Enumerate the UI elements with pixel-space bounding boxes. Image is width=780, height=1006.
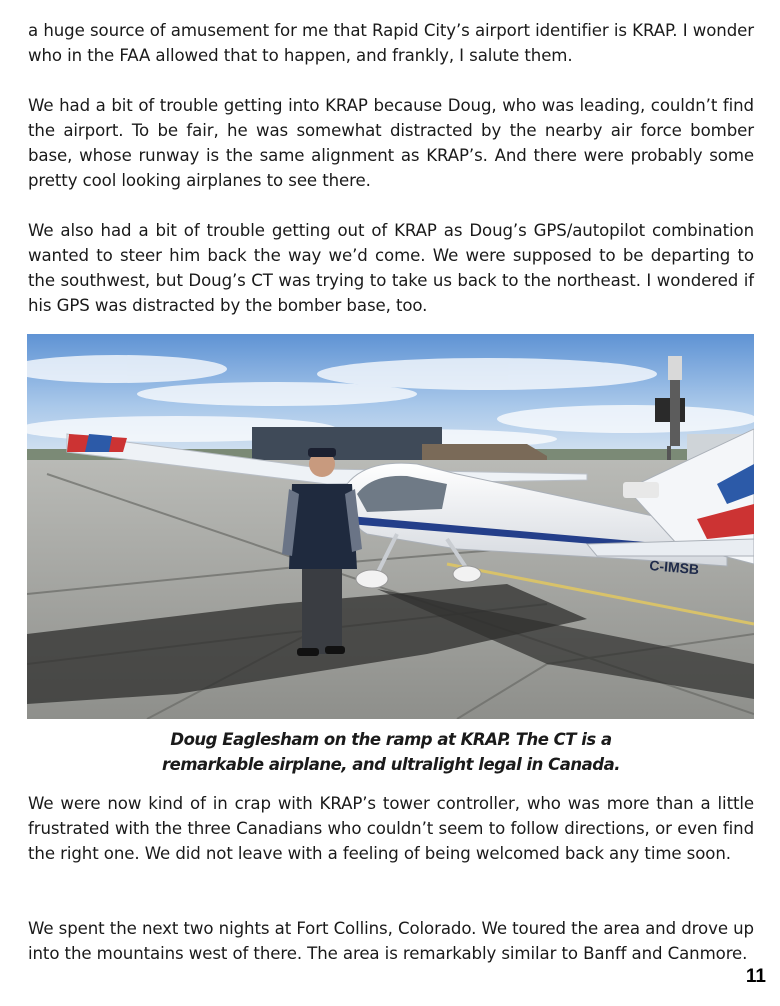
tall-sign — [668, 356, 682, 380]
paragraph-4: We were now kind of in crap with KRAP’s tower controller, who was more than a little frustrated with the three Canadians who couldn’t seem to follow directions, or even find the right one. We did not leave with a feeling of being welcomed back any time soon. — [28, 794, 754, 863]
person-cap — [308, 448, 336, 457]
truck — [623, 482, 659, 498]
person-shoe-right — [325, 646, 345, 654]
paragraph-5: We spent the next two nights at Fort Collins, Colorado. We toured the area and drove up into the mountains west of there. The area is remarkably similar to Banff and Canmore. — [28, 919, 754, 963]
airplane-photo — [27, 334, 754, 719]
caption-line-1: Doug Eaglesham on the ramp at KRAP. The CT is a — [170, 730, 612, 749]
paragraph-1: a huge source of amusement for me that Rapid City’s airport identifier is KRAP. I wonder who in the FAA allowed that to happen, and frankly, I salute them. — [28, 21, 754, 65]
registration-text: C-IMSB — [648, 557, 700, 578]
page-number: 11 — [745, 966, 766, 987]
right-wheel-fairing — [453, 566, 481, 582]
wingtip-blue — [85, 434, 112, 452]
paragraph-2: We had a bit of trouble getting into KRAP because Doug, who was leading, couldn’t find the airport. To be fair, he was somewhat distracted by the nearby air force bomber base, whose runway is the same alignment as KRAP’s. And there were probably some pretty cool looking airplanes to see there. — [28, 96, 754, 190]
person-legs — [302, 564, 342, 654]
paragraph-3: We also had a bit of trouble getting out of KRAP as Doug’s GPS/autopilot combination wanted to steer him back the way we’d come. We were supposed to be departing to the southwest, but Doug’s CT was trying to take us back to the northeast. I wondered if his GPS was distracted by the bomber base, too. — [28, 221, 754, 315]
caption-line-2: remarkable airplane, and ultralight legal in Canada. — [162, 755, 620, 774]
person-shoe-left — [297, 648, 319, 656]
photo-caption — [28, 727, 754, 777]
left-wheel-fairing — [356, 570, 388, 588]
